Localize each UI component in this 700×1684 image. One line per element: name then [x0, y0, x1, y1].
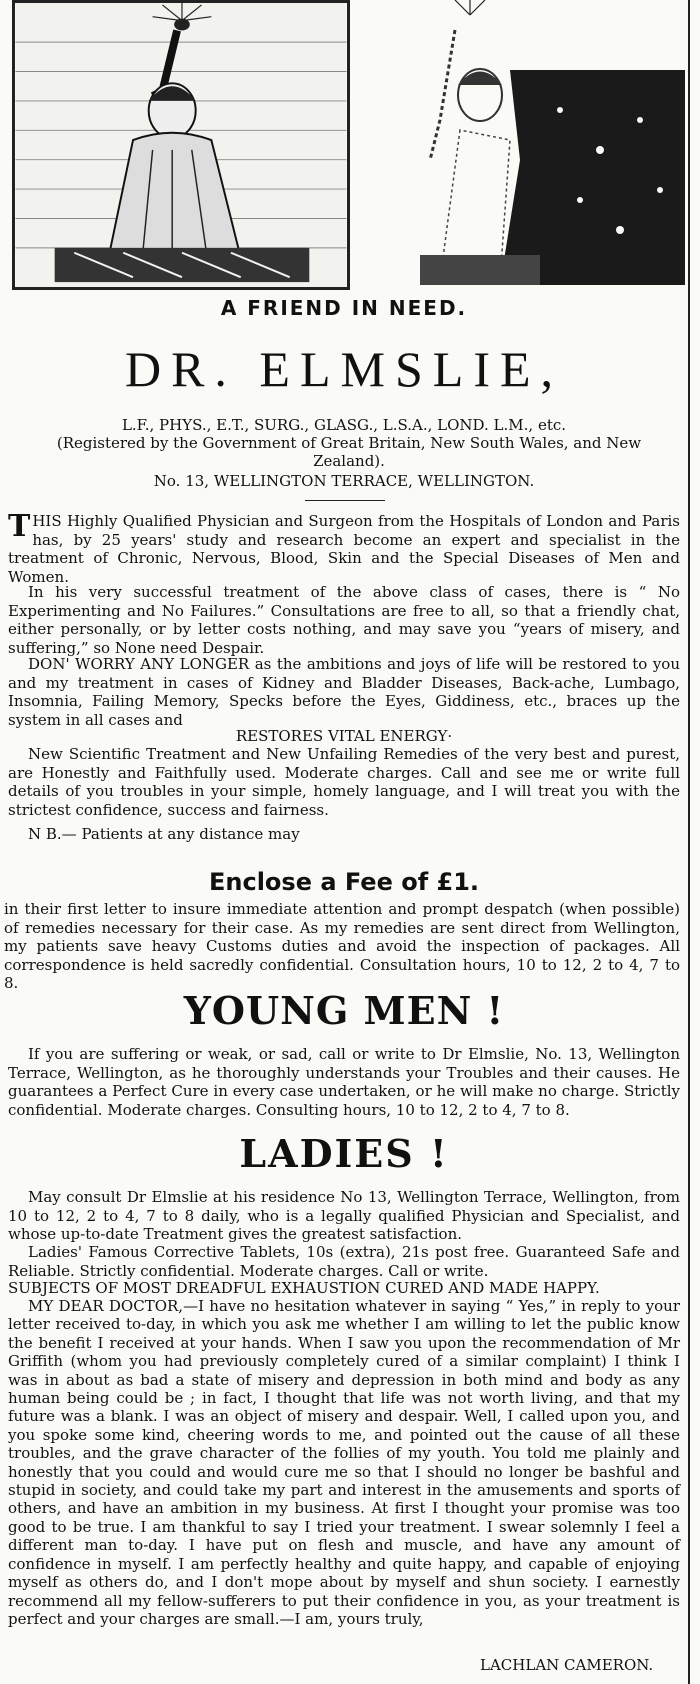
fee-heading: Enclose a Fee of £1. — [208, 868, 480, 896]
paragraph-ladies: May consult Dr Elmslie at his residence No 13, Wellington Terrace, Wellington, from 10 to 12, 2 to 4, 7 to 8 daily, who is a legally qualified Physician and Specialist, and whose up-to-date Treatment gives the greatest satisfaction. — [8, 1188, 680, 1243]
intro-paragraph — [8, 509, 680, 586]
paragraph-tablets: Ladies' Famous Corrective Tablets, 10s (extra), 21s post free. Guaranteed Safe and Reliable. Strictly confidential. Moderate charges. Call or write. — [8, 1243, 680, 1280]
testimonial-letter: MY DEAR DOCTOR,—I have no hesitation whatever in saying “ Yes,” in reply to your letter received to-day, in which you ask me whether I am willing to let the public know the benefit I received at your hands. When I saw you upon the recommendation of Mr Griffith (whom you had previously completely cured of a similar complaint) I think I was in about as bad a state of misery and depression in both mind and body as any human being could be ; in fact, I thought that life was not worth living, and that my future was a blank. I was an object of misery and despair. Well, I called upon you, and you spoke some kind, cheering words to me, and pointed out the cause of all these troubles, and the grave character of the follies of my youth. You told me plainly and honestly that you could and would cure me so that I should no longer be bashful and stupid in society, and could take my part and interest in the amusements and sports of others, and have an ambition in my business. At first I thought your promise was too good to be true. I am thankful to say I tried your treatment. I swear solemnly I feel a different man to-day. I have put on flesh and muscle, and have any amount of confidence in myself. I am perfectly healthy and quite happy, and capable of enjoying myself as others do, and I don't mope about by myself and shun society. I earnestly recommend all my fellow-sufferers to put their confidence in you, as your treatment is perfect and your charges are small.—I am, yours truly, — [8, 1297, 680, 1628]
restores-vital-energy: RESTORES VITAL ENERGY· — [235, 727, 453, 745]
registration: (Registered by the Government of Great Britain, New South Wales, and New Zealand). — [56, 434, 642, 470]
signature: LACHLAN CAMERON. — [480, 1656, 654, 1674]
illustration-right — [360, 0, 688, 290]
paragraph-nb: N B.— Patients at any distance may — [28, 825, 300, 843]
woman-torch-illustration — [15, 3, 347, 287]
drop-cap: T — [8, 509, 31, 544]
ladies-heading: LADIES ! — [239, 1131, 449, 1176]
woman-torch-faded-illustration — [360, 0, 688, 290]
paragraph-new-treatment: New Scientific Treatment and New Unfailing Remedies of the very best and purest, are Honestly and Faithfully used. Moderate charges. Call and see me or write full details of you troubles in your simple, homely language, and I will treat you with the strictest confidence, success and fairness. — [8, 745, 680, 819]
paragraph-fee-details: in their first letter to insure immediate attention and prompt despatch (when possible) of remedies necessary for their case. As my remedies are sent direct from Wellington, my patients save heavy Customs duties and avoid the inspection of packages. All correspondence is held sacredly confidential. Consultation hours, 10 to 12, 2 to 4, 7 to 8. — [4, 900, 680, 992]
intro-text: HIS Highly Qualified Physician and Surgeon from the Hospitals of London and Paris has, by 25 years' study and research become an expert and specialist in the treatment of Chronic, Nervous, Blood, Skin and the Special Diseases of Men and Women. — [8, 512, 680, 586]
paragraph-young-men: If you are suffering or weak, or sad, call or write to Dr Elmslie, No. 13, Wellington Terrace, Wellington, as he thoroughly understands your Troubles and their causes. He guarantees a Perfect Cure in every case undertaken, or he will make no charge. Strictly confidential. Moderate charges. Consulting hours, 10 to 12, 2 to 4, 7 to 8. — [8, 1045, 680, 1119]
address: No. 13, WELLINGTON TERRACE, WELLINGTON. — [153, 472, 535, 490]
doctor-name: DR. ELMSLIE, — [124, 341, 564, 397]
column-rule — [688, 0, 690, 1684]
tagline: A FRIEND IN NEED. — [220, 296, 468, 320]
credentials: L.F., PHYS., E.T., SURG., GLASG., L.S.A., LOND. L.M., etc. — [121, 416, 567, 434]
subjects-heading: SUBJECTS OF MOST DREADFUL EXHAUSTION CURED AND MADE HAPPY. — [8, 1279, 600, 1297]
young-men-heading: YOUNG MEN ! — [183, 988, 505, 1033]
paragraph-dont-worry: DON' WORRY ANY LONGER as the ambitions and joys of life will be restored to you and my treatment in cases of Kidney and Bladder Diseases, Back-ache, Lumbago, Insomnia, Failing Memory, Specks before the Eyes, Giddiness, etc., braces up the system in all cases and — [8, 655, 680, 729]
paragraph-no-failures: In his very successful treatment of the above class of cases, there is “ No Experimenting and No Failures.” Consultations are free to all, so that a friendly chat, either personally, or by letter costs nothing, and may save you “years of misery, and suffering,” so None need Despair. — [8, 583, 680, 657]
illustration-left — [12, 0, 350, 290]
divider — [305, 500, 385, 501]
